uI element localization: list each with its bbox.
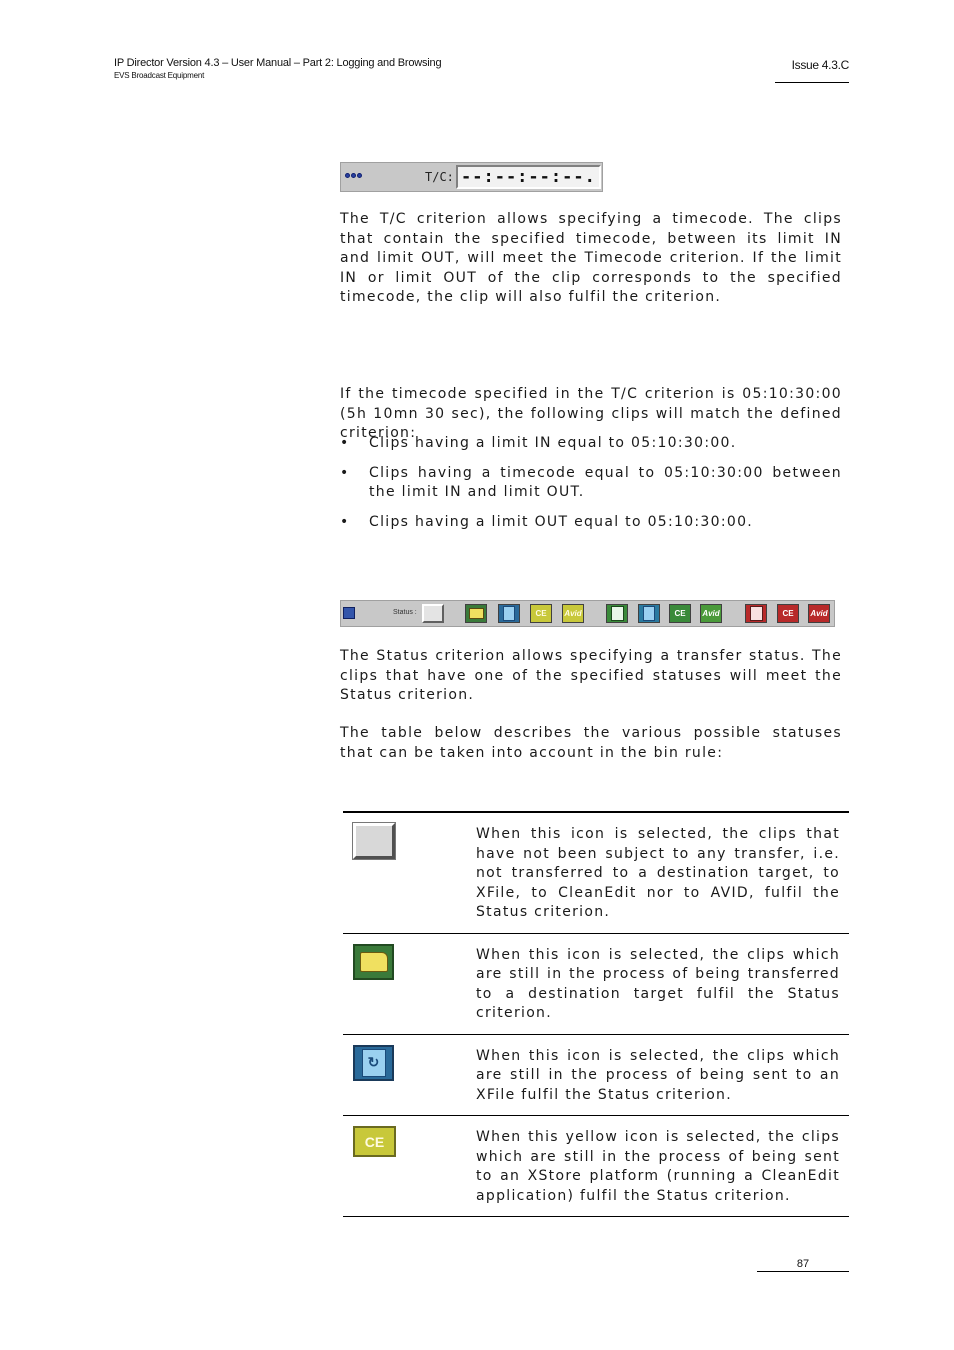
example-intro: If the timecode specified in the T/C criterion is 05:10:30:00 (5h 10mn 30 sec), the following clips will match the defined criterion: (340, 386, 842, 441)
tc-criterion-widget (340, 162, 603, 192)
issue-label: Issue 4.3.C (775, 58, 849, 83)
status-avid-icon[interactable]: Avid (562, 604, 584, 623)
page-number: 87 (757, 1258, 849, 1272)
status-folder-icon[interactable] (465, 604, 487, 623)
list-item: • Clips having a limit IN equal to 05:10:30:00. (340, 434, 842, 454)
folder-icon (353, 944, 394, 980)
example-bullet-list (340, 434, 842, 542)
company-name: EVS Broadcast Equipment (114, 71, 205, 80)
status-error-avid-icon[interactable]: Avid (808, 604, 830, 623)
criterion-icon (343, 607, 355, 619)
table-row (343, 1035, 849, 1117)
tc-description: The T/C criterion allows specifying a timecode. The clips that contain the specified timecode, between its limit IN and limit OUT, will meet the Timecode criterion. If the limit IN or limit OUT of the clip corresponds to the specified timecode, the clip will also fulfil the criterion. (340, 211, 842, 305)
tc-input[interactable]: --:--:--:--. (456, 165, 601, 189)
row-description: When this icon is selected, the clips which are still in the process of being transferred to a destination target fulfil the Status criterion. (476, 946, 840, 1021)
table-row (343, 1116, 849, 1216)
criterion-dots-icon (345, 173, 363, 179)
table-row (343, 934, 849, 1035)
status-description: The Status criterion allows specifying a transfer status. The clips that have one of the specified statuses will meet the Status criterion. (340, 648, 842, 703)
cleanedit-icon: CE (353, 1126, 396, 1157)
status-xfile-icon[interactable] (498, 604, 520, 623)
page-header (114, 57, 441, 80)
status-error-cleanedit-icon[interactable]: CE (777, 604, 799, 623)
row-description: When this yellow icon is selected, the clips which are still in the process of being sent to an XStore platform (running a CleanEdit application) fulfil the Status criterion. (476, 1129, 840, 1204)
status-error-doc-icon[interactable] (745, 604, 767, 623)
status-done-doc-icon[interactable] (606, 604, 628, 623)
empty-status-icon (353, 823, 395, 859)
status-done-cleanedit-icon[interactable]: CE (669, 604, 691, 623)
status-done-xfile-icon[interactable] (638, 604, 660, 623)
status-criterion-toolbar (340, 600, 835, 627)
row-description: When this icon is selected, the clips that have not been subject to any transfer, i.e. not transferred to a destination target, to XFile, to CleanEdit nor to AVID, fulfil the Status criterion. (476, 826, 840, 920)
status-empty-icon[interactable] (422, 604, 444, 623)
document-title: IP Director Version 4.3 – User Manual – Part 2: Logging and Browsing (114, 57, 442, 69)
status-cleanedit-icon[interactable]: CE (530, 604, 552, 623)
tc-label: T/C: (425, 170, 454, 184)
list-item: • Clips having a timecode equal to 05:10:30:00 between the limit IN and limit OUT. (340, 464, 842, 503)
status-table (343, 811, 849, 1217)
list-item: • Clips having a limit OUT equal to 05:10:30:00. (340, 513, 842, 533)
table-intro: The table below describes the various possible statuses that can be taken into account in the bin rule: (340, 725, 842, 761)
table-row (343, 813, 849, 934)
status-label: Status : (393, 609, 417, 616)
row-description: When this icon is selected, the clips which are still in the process of being sent to an XFile fulfil the Status criterion. (476, 1047, 840, 1103)
status-done-avid-icon[interactable]: Avid (700, 604, 722, 623)
xfile-icon: ↻ (353, 1045, 394, 1081)
